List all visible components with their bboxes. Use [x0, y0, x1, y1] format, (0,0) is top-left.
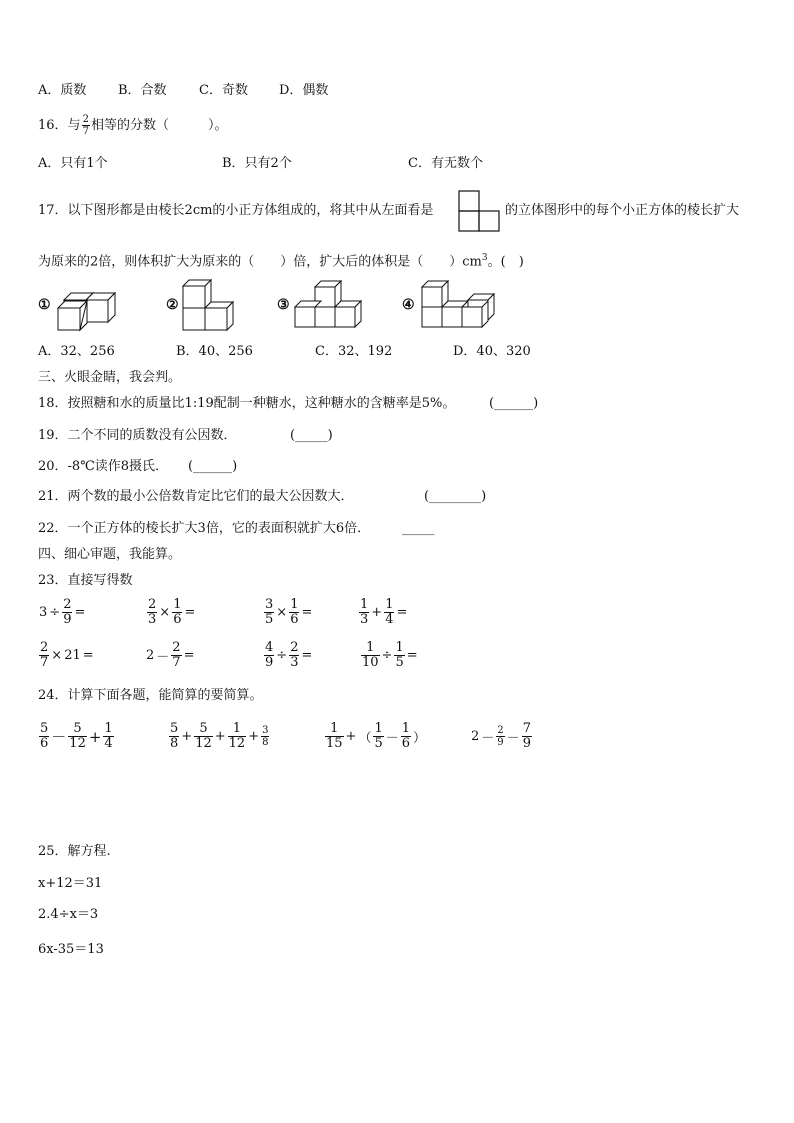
q23-e5-fraction — [39, 641, 49, 670]
q24-c1-fraction-3 — [103, 722, 113, 751]
q23-expr-2 — [146, 598, 196, 627]
q17-left-view-figure — [458, 190, 504, 234]
numerator: 2 — [290, 640, 299, 655]
q25-equation-3: 6x-35＝13 — [38, 942, 104, 957]
q16-fraction-numerator: 2 — [82, 114, 89, 125]
q23-e3-fraction-1 — [264, 598, 274, 627]
q18-answer-blank[interactable]: (______) — [489, 396, 539, 411]
denominator: 6 — [290, 612, 299, 627]
numerator: 1 — [374, 721, 383, 736]
q24-c3-op-2: － — [385, 731, 399, 746]
q17-figure-label-1: ① — [38, 297, 51, 313]
q23-e3-fraction-2 — [289, 598, 299, 627]
q23-e6-fraction — [171, 641, 181, 670]
q23-e1-fraction — [62, 598, 72, 627]
q23-expr-1 — [38, 598, 86, 627]
numerator: 7 — [522, 721, 531, 736]
q23-e8-fraction-2 — [394, 641, 404, 670]
q15-option-d: D．偶数 — [279, 83, 329, 98]
q24-c2-op-1: + — [181, 729, 193, 744]
q17-figure-2 — [180, 278, 240, 334]
q24-c3-op-1: + — [345, 729, 357, 744]
denominator: 6 — [173, 612, 182, 627]
q23-e4-op: + — [371, 605, 383, 620]
q23-e2-fraction-2 — [172, 598, 182, 627]
q21-text: 21．两个数的最小公倍数肯定比它们的最大公因数大． — [38, 489, 354, 504]
q17-line2b: 。( ) — [487, 254, 524, 270]
numerator: 2 — [172, 640, 181, 655]
q24-calc-3 — [324, 722, 427, 751]
denominator: 10 — [362, 655, 379, 670]
q16-pre: 与 — [67, 118, 81, 133]
numerator: 1 — [366, 640, 375, 655]
q24-c2-fraction-4 — [261, 725, 269, 748]
denominator: 9 — [265, 655, 274, 670]
q20-answer-blank[interactable]: (______) — [188, 459, 238, 474]
q17-line2a: 为原来的2倍，则体积扩大为原来的（ ）倍，扩大后的体积是（ ）cm — [38, 254, 482, 270]
q24-c4-op-2: － — [506, 731, 520, 746]
q18-text: 18．按照糖和水的质量比1:19配制一种糖水，这种糖水的含糖率是5%。 — [38, 396, 456, 411]
q24-c4-op-1: － — [481, 731, 495, 746]
section-4-heading: 四、细心审题，我能算。 — [38, 547, 182, 562]
q23-e1-eq: = — [74, 605, 86, 620]
q23-e7-op: ÷ — [276, 648, 288, 663]
q24-c1-op-2: + — [88, 727, 102, 746]
q23-expr-6 — [145, 641, 195, 670]
q23-e6-op: － — [156, 650, 170, 665]
q23-e8-eq: = — [406, 648, 418, 663]
q24-c2-op-3: + — [248, 729, 260, 744]
numerator: 2 — [40, 640, 49, 655]
q25-title: 25．解方程. — [38, 844, 111, 859]
q16-number: 16． — [38, 118, 68, 133]
numerator: 3 — [262, 725, 269, 736]
q23-e7-fraction-1 — [264, 641, 274, 670]
q23-expr-4 — [358, 598, 408, 627]
numerator: 5 — [40, 721, 49, 736]
q23-expr-3 — [263, 598, 313, 627]
q17-options — [38, 344, 531, 360]
numerator: 1 — [290, 597, 299, 612]
q24-c2-fraction-3 — [228, 722, 247, 751]
numerator: 1 — [395, 640, 404, 655]
denominator: 12 — [228, 736, 246, 751]
q24-calc-2 — [168, 722, 270, 751]
q23-e2-fraction-1 — [147, 598, 157, 627]
section-3-heading: 三、火眼金睛，我会判。 — [38, 370, 182, 385]
q23-e8-op: ÷ — [381, 648, 393, 663]
q17-option-c: C．32、192 — [315, 344, 393, 359]
q15-options — [38, 83, 329, 99]
q17-option-a: A．32、256 — [38, 344, 115, 359]
q23-e6-eq: = — [183, 648, 195, 663]
q24-c2-fraction-1 — [169, 722, 179, 751]
q17-figure-4 — [419, 278, 499, 334]
q16-option-c: C．有无数个 — [408, 156, 483, 171]
q17-figure-label-2: ② — [166, 297, 179, 313]
numerator: 3 — [265, 597, 274, 612]
q24-c1-op-1: － — [51, 728, 67, 746]
denominator: 5 — [265, 612, 274, 627]
denominator: 5 — [395, 655, 404, 670]
q23-title: 23．直接写得数 — [38, 573, 133, 588]
denominator: 5 — [374, 736, 383, 751]
q22-text: 22．一个正方体的棱长扩大3倍，它的表面积就扩大6倍． — [38, 521, 371, 536]
q23-e7-fraction-2 — [289, 641, 299, 670]
q22-answer-blank[interactable]: _____ — [402, 521, 435, 536]
numerator: 5 — [73, 721, 82, 736]
numerator: 1 — [173, 597, 182, 612]
q23-e1-a: 3 — [39, 605, 48, 620]
q24-c3-fraction-2 — [373, 722, 383, 751]
denominator: 6 — [40, 736, 49, 751]
numerator: 1 — [360, 597, 369, 612]
q24-c4-fraction-2 — [522, 722, 532, 751]
denominator: 9 — [497, 737, 504, 748]
q24-c1-fraction-1 — [39, 722, 49, 751]
q23-e2-eq: = — [184, 605, 196, 620]
q16-fraction — [82, 114, 90, 137]
denominator: 3 — [290, 655, 299, 670]
q23-e1-op: ÷ — [49, 605, 61, 620]
q23-e5-b: 21 — [64, 648, 81, 663]
q23-e5-op: × — [51, 648, 63, 663]
denominator: 9 — [63, 612, 72, 627]
q16-option-b: B．只有2个 — [222, 156, 292, 171]
denominator: 4 — [385, 612, 394, 627]
q17-figure-label-4: ④ — [402, 297, 415, 313]
q24-calc-1 — [38, 722, 115, 751]
q23-e4-eq: = — [396, 605, 408, 620]
denominator: 7 — [172, 655, 181, 670]
q23-e7-eq: = — [301, 648, 313, 663]
q24-c2-fraction-2 — [194, 722, 213, 751]
q24-calc-4 — [470, 722, 533, 751]
q16-fraction-denominator: 7 — [82, 126, 89, 137]
q23-expr-7 — [263, 641, 313, 670]
q24-c3-right-paren: ） — [413, 731, 427, 746]
q24-c1-fraction-2 — [68, 722, 87, 751]
q19-text: 19．二个不同的质数没有公因数． — [38, 428, 237, 443]
denominator: 3 — [360, 612, 369, 627]
denominator: 15 — [326, 736, 343, 751]
q23-e3-eq: = — [301, 605, 313, 620]
q16-question — [38, 114, 227, 137]
q17-option-d: D．40、320 — [453, 344, 531, 359]
numerator: 5 — [199, 721, 208, 736]
q24-title: 24．计算下面各题，能简算的要简算。 — [38, 688, 263, 703]
q17-option-b: B．40、256 — [176, 344, 253, 359]
q24-c3-left-paren: （ — [358, 731, 372, 746]
q24-c3-fraction-3 — [401, 722, 411, 751]
q23-e4-fraction-1 — [359, 598, 369, 627]
denominator: 6 — [401, 736, 411, 751]
q24-c4-fraction-1 — [496, 725, 504, 748]
q16-options — [38, 156, 483, 172]
numerator: 1 — [401, 721, 411, 736]
numerator: 2 — [148, 597, 157, 612]
q17-line1a: 17．以下图形都是由棱长2cm的小正方体组成的，将其中从左面看是 — [38, 203, 434, 218]
q17-figure-label-3: ③ — [277, 297, 290, 313]
q23-e8-fraction-1 — [361, 641, 380, 670]
q23-e5-eq: = — [82, 648, 94, 663]
q16-post: 相等的分数（ ）。 — [90, 118, 228, 133]
q17-figure-3 — [293, 278, 361, 334]
numerator: 1 — [330, 721, 339, 736]
q24-c4-a: 2 — [471, 729, 480, 744]
denominator: 3 — [148, 612, 157, 627]
numerator: 2 — [497, 725, 504, 736]
numerator: 1 — [385, 597, 394, 612]
q17-line2 — [38, 250, 524, 270]
numerator: 1 — [232, 721, 242, 736]
q23-expr-5 — [38, 641, 95, 670]
q23-e2-op: × — [159, 605, 171, 620]
q21-answer-blank[interactable]: (________) — [424, 489, 487, 504]
denominator: 9 — [522, 736, 531, 751]
q25-equation-2: 2.4÷x＝3 — [38, 907, 99, 922]
q24-c2-op-2: + — [214, 729, 226, 744]
q16-option-a: A．只有1个 — [38, 156, 108, 171]
q15-option-c: C．奇数 — [199, 83, 248, 98]
q17-line2-superscript: 3 — [481, 253, 488, 263]
q23-e6-a: 2 — [146, 648, 155, 663]
q19-answer-blank[interactable]: (_____) — [290, 428, 333, 443]
numerator: 2 — [63, 597, 72, 612]
q23-e4-fraction-2 — [384, 598, 394, 627]
denominator: 4 — [104, 736, 113, 751]
q24-c3-fraction-1 — [325, 722, 344, 751]
numerator: 4 — [265, 640, 274, 655]
denominator: 8 — [262, 737, 269, 748]
denominator: 12 — [195, 736, 212, 751]
denominator: 12 — [69, 736, 86, 751]
denominator: 8 — [170, 736, 179, 751]
q20-text: 20．-8℃读作8摄氏． — [38, 459, 169, 474]
q23-e3-op: × — [276, 605, 288, 620]
numerator: 1 — [104, 721, 113, 736]
q15-option-a: A．质数 — [38, 83, 87, 98]
q15-option-b: B．合数 — [118, 83, 167, 98]
q25-equation-1: x+12＝31 — [38, 876, 103, 891]
q23-expr-8 — [360, 641, 419, 670]
denominator: 7 — [40, 655, 49, 670]
numerator: 5 — [170, 721, 179, 736]
q17-figure-1 — [56, 278, 120, 334]
q17-line1b: 的立体图形中的每个小正方体的棱长扩大 — [505, 203, 740, 218]
